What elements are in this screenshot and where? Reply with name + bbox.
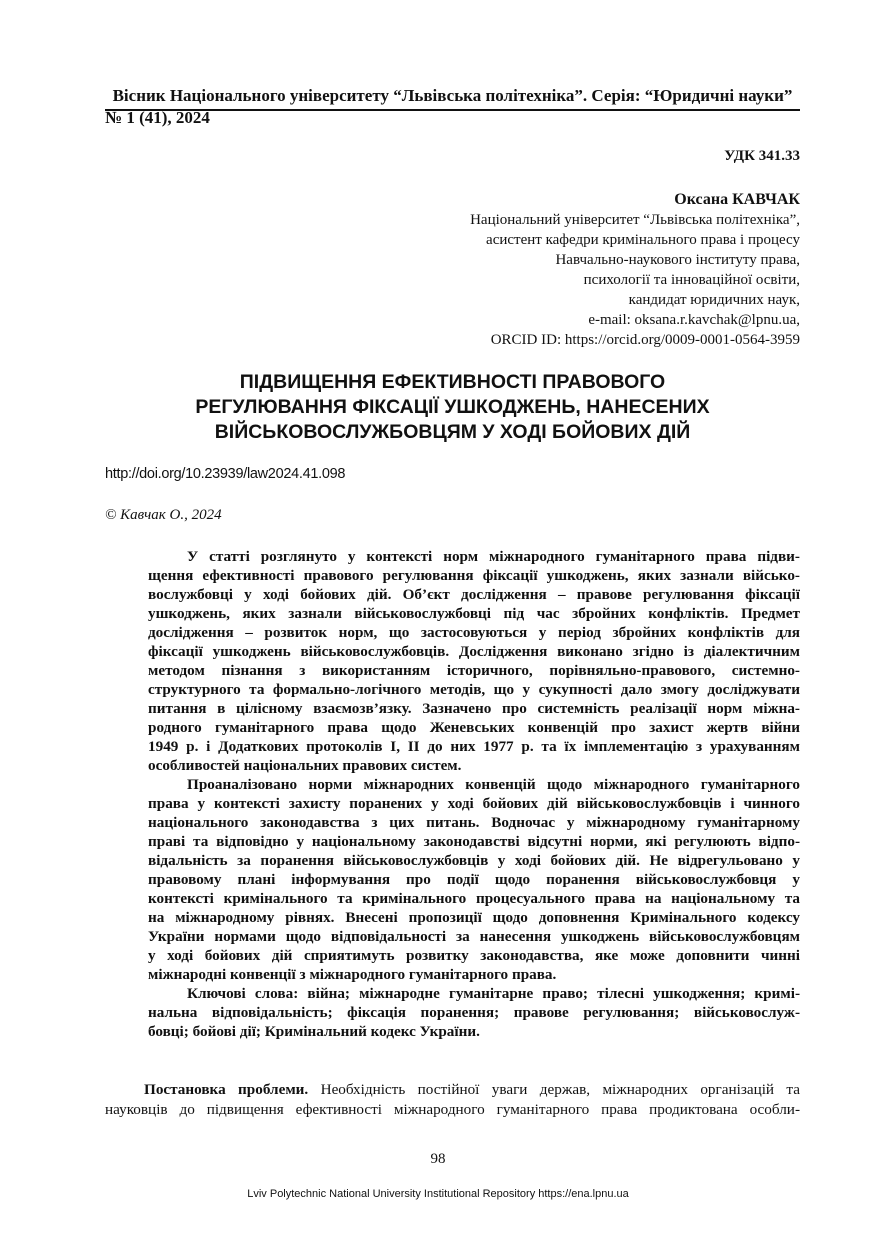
- text-line: родного гуманітарного права щодо Женевських конвенцій про захист жертв війни: [148, 719, 800, 736]
- author-name: Оксана КАВЧАК: [674, 191, 800, 208]
- text-line: відальність за поранення військовослужбовців у ході бойових дій. Не відрегульовано у: [148, 852, 800, 869]
- text-line: на міжнародному рівнях. Внесені пропозиції щодо доповнення Кримінального кодексу: [148, 909, 800, 926]
- issue-number: № 1 (41), 2024: [105, 108, 210, 127]
- text-line: правовому плані інформування про події щодо поранення військовослужбовця у: [148, 871, 800, 888]
- text-line: ушкоджень, яких зазнали військовослужбовці під час збройних конфліктів. Предмет: [148, 605, 800, 622]
- keywords: [148, 984, 800, 1041]
- text-line: Проаналізовано норми міжнародних конвенцій щодо міжнародного гуманітарного: [187, 776, 800, 793]
- article-title: [105, 370, 800, 445]
- page-number: 98: [430, 1151, 446, 1167]
- text-line: національного законодавства з цих питань. Водночас у міжнародному гуманітарному: [148, 814, 800, 831]
- abstract-paragraph-1: [148, 547, 800, 775]
- text-line: 1949 р. і Додаткових протоколів І, ІІ до них 1977 р. та їх імплементацію з урахуванням: [148, 738, 800, 755]
- affiliation-line: Навчально-наукового інституту права,: [555, 252, 800, 268]
- affiliation-line: асистент кафедри кримінального права і процесу: [486, 232, 800, 248]
- text-line: у ході бойових дій сприятимуть розвитку законодавства, яке може доповнити чинні: [148, 947, 800, 964]
- intro-paragraph: [105, 1080, 800, 1120]
- text-line: контексті кримінального та кримінального процесуального права на національному та: [148, 890, 800, 907]
- text-line: дослідження – розвиток норм, що застосовуються у період збройних конфліктів для: [148, 624, 800, 641]
- text-line: України нормами щодо відповідальності за нанесення ушкоджень військовослужбовцям: [148, 928, 800, 945]
- text-line: вослужбовці у ході бойових дій. Об’єкт дослідження – правове регулювання фіксації: [148, 586, 800, 603]
- text-line: міжнародні конвенції з міжнародного гуманітарного права.: [148, 966, 557, 983]
- affiliation-line: кандидат юридичних наук,: [628, 292, 800, 308]
- affiliation-line: Національний університет “Львівська політехніка”,: [470, 212, 800, 228]
- text-line: нальна відповідальність; фіксація поранення; правове регулювання; військовослуж-: [148, 1004, 800, 1021]
- text-line: структурного та формально-логічного методів, що у сукупності дало змогу досліджувати: [148, 681, 800, 698]
- journal-header: Вісник Національного університету “Львівська політехніка”. Серія: “Юридичні науки”: [105, 86, 800, 111]
- repository-footer: Lviv Polytechnic National University Institutional Repository https://ena.lpnu.ua: [247, 1188, 629, 1200]
- text-line: методом пізнання з використанням історичного, порівняльно-правового, системно-: [148, 662, 800, 679]
- text-line: науковців до підвищення ефективності міжнародного гуманітарного права продиктована особли-: [105, 1101, 800, 1118]
- text-line: фіксації ушкоджень військовослужбовців. Дослідження виконано згідно із діалектичним: [148, 643, 800, 660]
- text-line: Необхідність постійної уваги держав, міжнародних організацій та: [308, 1081, 800, 1098]
- section-heading: Постановка проблеми.: [144, 1081, 309, 1098]
- text-line: права у контексті захисту поранених у ході бойових дій військовослужбовців і чинного: [148, 795, 800, 812]
- author-email: e-mail: oksana.r.kavchak@lpnu.ua,: [588, 312, 800, 328]
- abstract: [148, 547, 800, 1041]
- author-orcid: ORCID ID: https://orcid.org/0009-0001-0564-3959: [490, 332, 800, 348]
- text-line: Ключові слова: війна; міжнародне гуманітарне право; тілесні ушкодження; кримі-: [187, 985, 800, 1002]
- text-line: щення ефективності правового регулювання фіксації ушкоджень, яких зазнали військо-: [148, 567, 800, 584]
- copyright: © Кавчак О., 2024: [105, 507, 222, 523]
- text-line: У статті розглянуто у контексті норм міжнародного гуманітарного права підви-: [187, 548, 800, 565]
- abstract-paragraph-2: [148, 775, 800, 984]
- affiliation-line: психології та інноваційної освіти,: [583, 272, 800, 288]
- author-affiliation: [470, 210, 800, 350]
- title-line: ВІЙСЬКОВОСЛУЖБОВЦЯМ У ХОДІ БОЙОВИХ ДІЙ: [214, 421, 691, 443]
- text-line: бовці; бойові дії; Кримінальний кодекс України.: [148, 1023, 480, 1040]
- doi-link[interactable]: http://doi.org/10.23939/law2024.41.098: [105, 466, 346, 482]
- text-line: питання в цілісному взаємозв’язку. Зазначено про системність реалізації норм міжна-: [148, 700, 800, 717]
- udk-code: УДК 341.33: [724, 148, 800, 164]
- text-line: праві та відповідно у національному законодавстві відсутні норми, які регулюють відпо-: [148, 833, 800, 850]
- text-line: особливостей національних правових систем.: [148, 757, 462, 774]
- title-line: ПІДВИЩЕННЯ ЕФЕКТИВНОСТІ ПРАВОВОГО: [239, 371, 666, 393]
- title-line: РЕГУЛЮВАННЯ ФІКСАЦІЇ УШКОДЖЕНЬ, НАНЕСЕНИХ: [195, 396, 710, 418]
